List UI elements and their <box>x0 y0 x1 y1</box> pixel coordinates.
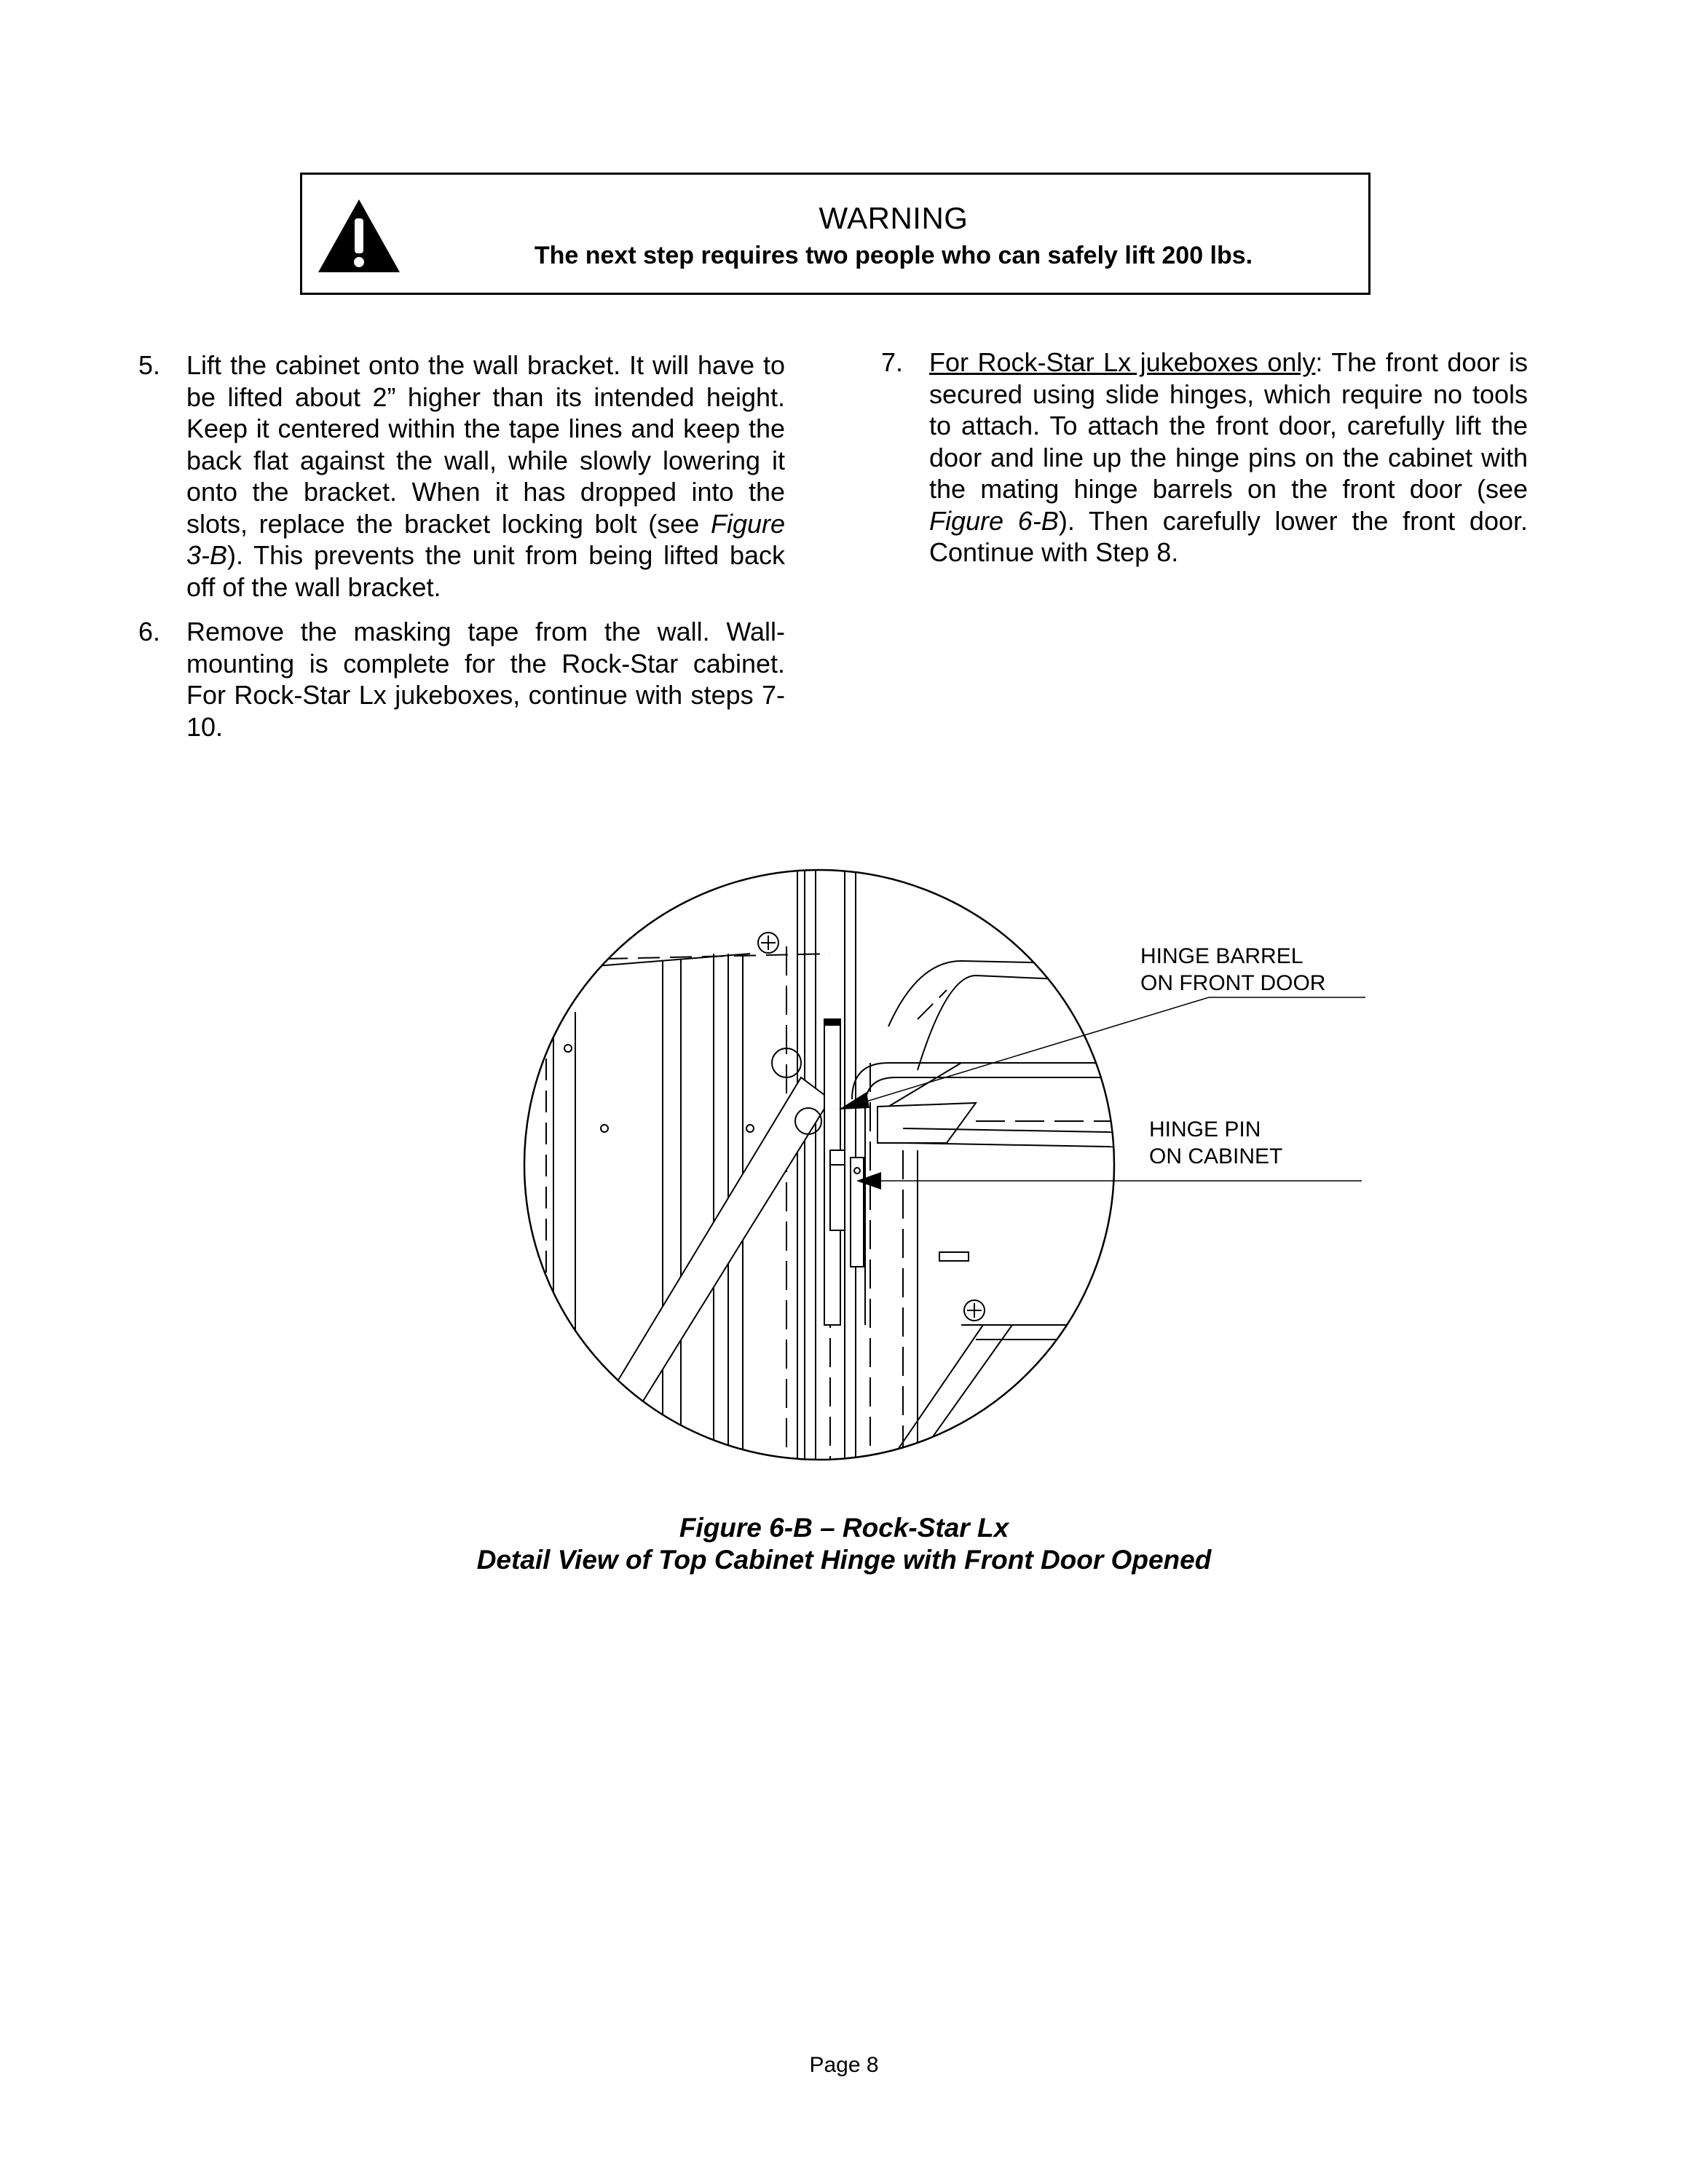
step-body: Remove the masking tape from the wall. Wall-mounting is complete for the Rock-Star cabinet. For Rock-Star Lx jukeboxes, continue with steps 7-10. <box>186 617 785 742</box>
warning-box <box>300 173 1370 295</box>
step-number: 6. <box>138 617 161 646</box>
figure-reference: Figure 6-B <box>929 505 1059 536</box>
step-number: 7. <box>881 347 904 377</box>
figure-caption-title: Figure 6-B – Rock-Star Lx <box>679 1513 1009 1543</box>
figure-reference: Figure 3-B <box>186 508 785 570</box>
step-lead: For Rock-Star Lx jukeboxes only <box>929 347 1316 377</box>
callout-hinge-pin: HINGE PIN ON CABINET <box>1149 1117 1283 1168</box>
step-number: 5. <box>138 350 161 380</box>
page-number: Page 8 <box>809 2053 879 2077</box>
step-body: Lift the cabinet onto the wall bracket. It will have to be lifted about 2” higher than its intended height. Keep it centered within the tape lines and keep the back flat against the wall, while slowly lowering it onto the bracket. When it has dropped into the slots, replace the bracket locking bolt (see Figure 3-B). This prevents the unit from being lifted back off of the wall bracket. <box>186 350 785 602</box>
warning-text: The next step requires two people who can safely lift 200 lbs. <box>534 242 1253 269</box>
step-body: For Rock-Star Lx jukeboxes only: The front door is secured using slide hinges, which require no tools to attach. To attach the front door, carefully lift the door and line up the hinge pins on the cabinet with the mating hinge barrels on the front door (see Figure 6-B). Then carefully lower the front door. Continue with Step 8. <box>929 347 1528 567</box>
figure-caption-subtitle: Detail View of Top Cabinet Hinge with Front Door Opened <box>476 1545 1212 1575</box>
warning-title: WARNING <box>819 201 969 235</box>
callout-hinge-barrel: HINGE BARREL ON FRONT DOOR <box>1140 944 1326 995</box>
